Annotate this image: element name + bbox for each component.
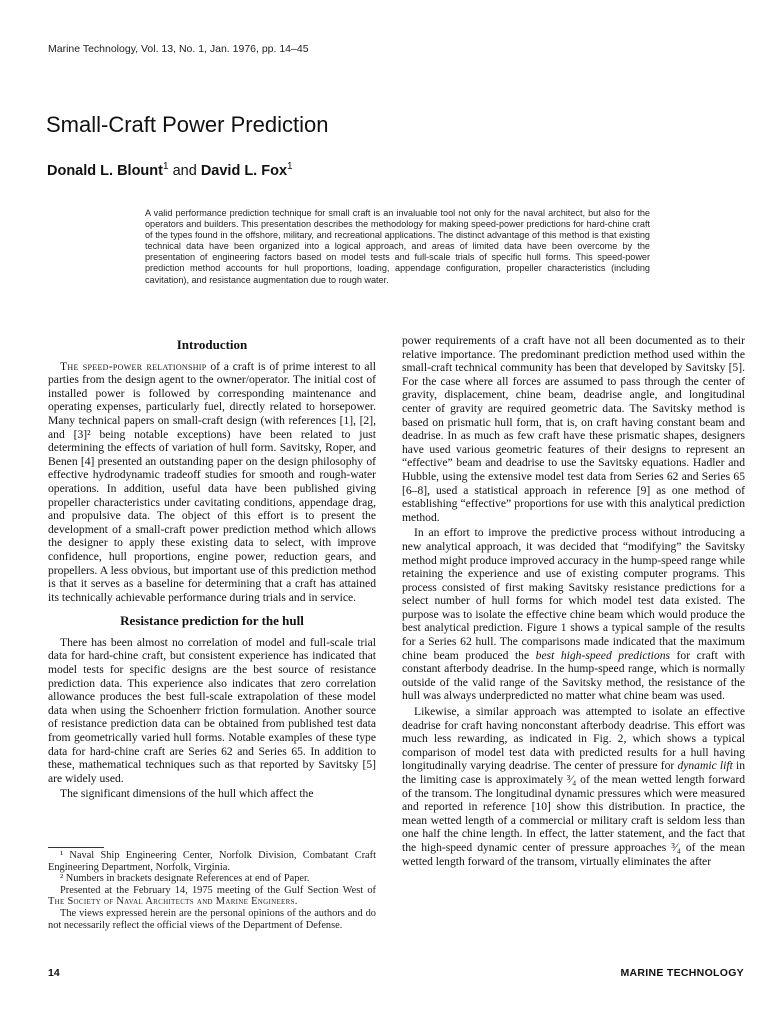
introduction-heading: Introduction — [176, 337, 248, 352]
body-paragraph: power requirements of a craft have not all been documented as to their relative importance. The predominant prediction method used within the small-craft technical community has been that developed by Savitsky [5]. For the case where all forces are assumed to pass through the center of gravity, displacement, chine beam, deadrise angle, and longitudinal center of gravity are required geometric data. The Savitsky method is based on prismatic hull form, that is, on craft having constant beam and deadrise. In as much as few craft have these prismatic shapes, designers have used various geometric features of their designs to represent an “effective” beam and deadrise to use the Savitsky equations. Hadler and Hubble, using the extensive model test data from Series 62 and Series 65 [6–8], used a statistical approach in reference [9] as one method of establishing “effective” proportions for use with this analytical prediction method. — [402, 334, 745, 524]
footnote-references: ² Numbers in brackets designate References at end of Paper. — [60, 873, 310, 885]
author-affiliation-mark: 1 — [162, 161, 169, 172]
resistance-paragraph: The significant dimensions of the hull which affect the — [60, 787, 314, 801]
author-line — [47, 161, 293, 179]
resistance-heading: Resistance prediction for the hull — [120, 613, 304, 629]
abstract: A valid performance prediction technique for small craft is an invaluable tool not only for the naval architect, but also for the operators and builders. This presentation describes the methodology for making speed-power predictions for hard-chine craft of the types found in the offshore, military, and recreational applications. The distinct advantage of this method is that existing technical data have been organized into a logical approach, and areas of limited data have been overcome by the presentation of engineering factors based on model tests and full-scale trials of specific hull forms. This speed-power prediction method accounts for hull proportions, loading, appendage configuration, propeller characteristics (including cavitation), and resistance augmentation due to rough water. — [145, 208, 650, 285]
body-paragraph — [402, 526, 745, 703]
society-name: The Society of Naval Architects and Marine Engineers — [48, 896, 295, 908]
left-column — [48, 336, 376, 803]
author-fox: David L. Fox — [200, 162, 288, 179]
footnote-presented-text: Presented at the February 14, 1975 meeting of the Gulf Section West of — [60, 884, 376, 896]
introduction-paragraph — [48, 360, 376, 605]
body-text: In an effort to improve the predictive process without introducing a new analytical approach, it was decided that “modifying” the Savitsky method might produce improved accuracy in the hump-speed range while retaining the experience and use of existing computer programs. This process consisted of first making Savitsky resistance predictions for a select number of hull forms for which model test data existed. The purpose was to isolate the effective chine beam which would produce the best analytical prediction. Figure 1 shows a typical sample of the results for a Series 62 hull. The comparisons made indicated that the maximum chine beam produced the — [402, 526, 745, 662]
intro-text: of a craft is of prime interest to all parties from the design agent to the owner/operator. The initial cost of installed power is followed by corresponding maintenance and operating expenses, particularly fuel, directly related to horsepower. Many technical papers on small-craft design (with references [1], [2], and [3]² being notable exceptions) have been related to just determining the effects of variation of hull form. Savitsky, Roper, and Benen [4] presented an outstanding paper on the design philosophy of effective hydrodynamic tradeoff studies for smooth and rough-water operations. In addition, useful data have been published giving propeller characteristics under cavitating conditions, appendage drag, and propulsive data. The object of this effort is to present the development of a small-craft power prediction method which allows the designer to apply these existing data to select, with improve confidence, hull proportions, engine power, reduction gears, and propellers. A less obvious, but important use of this prediction method is that it serves as a baseline for determining that a craft has attained its technically achievable performance during trials and in service. — [48, 359, 377, 604]
journal-citation: Marine Technology, Vol. 13, No. 1, Jan. 1976, pp. 14–45 — [48, 43, 309, 55]
lead-in-caps: The speed-power relationship — [60, 359, 207, 373]
emphasis-text: dynamic lift — [677, 759, 733, 773]
body-text: Likewise, a similar approach was attempted to isolate an effective deadrise for craft having nonconstant afterbody deadrise. This effort was much less rewarding, as indicated in Fig. 2, which shows a typical comparison of model test data with predicted results for a hull having longitudinally varying deadrise. The center of pressure for — [402, 705, 745, 773]
paper-title: Small-Craft Power Prediction — [46, 112, 329, 137]
author-blount: Donald L. Blount — [47, 162, 163, 179]
footnote-rule — [48, 847, 104, 848]
right-column — [402, 334, 745, 870]
page-number: 14 — [48, 967, 60, 979]
running-title: MARINE TECHNOLOGY — [620, 967, 744, 979]
body-paragraph — [402, 705, 745, 868]
body-text: in the limiting case is approximately ³⁄₄ of the mean wetted length forward of the transom. The longitudinal dynamic pressures which were measured and reported in reference [10] show this distribution. In practice, the mean wetted length of a commercial or military craft is seldom less than one half the chine length. In effect, the latter statement, and the fact that the high-speed dynamic center of pressure approaches ³⁄₄ of the mean wetted length forward of the transom, virtually eliminates the after — [402, 759, 746, 868]
emphasis-text: best high-speed predictions — [535, 648, 671, 662]
body-text: for craft with constant afterbody deadrise. In the hump-speed range, which is normally outside of the valid range of the Savitsky method, the resistance of the hull was always underpredicted no matter what chine beam was used. — [402, 648, 745, 703]
footnote-presented — [48, 885, 376, 908]
resistance-paragraph: There has been almost no correlation of model and full-scale trial data for hard-chine craft, but consistent experience has indicated that model tests for specific designs are the best source of resistance prediction data. This experience also indicates that zero correlation allowance produces the best full-scale extrapolation of these model data when using the Schoenherr friction formulation. Another source of resistance prediction data can be obtained from published test data from geometrically varied hull forms. Notable examples of these type data for hard-chine craft are Series 62 and Series 65. In addition to these, mathematical techniques such as that reported by Savitsky [5] are widely used. — [48, 635, 376, 785]
author-affiliation-mark: 1 — [287, 161, 293, 172]
footnote-disclaimer: The views expressed herein are the personal opinions of the authors and do not necessarily reflect the official views of the Department of Defense. — [48, 907, 376, 931]
footnotes — [48, 847, 376, 931]
footnote-affiliation: ¹ Naval Ship Engineering Center, Norfolk Division, Combatant Craft Engineering Department, Norfolk, Virginia. — [48, 850, 376, 873]
footnote-presented-end: . — [294, 896, 298, 908]
author-conjunction: and — [172, 162, 197, 179]
